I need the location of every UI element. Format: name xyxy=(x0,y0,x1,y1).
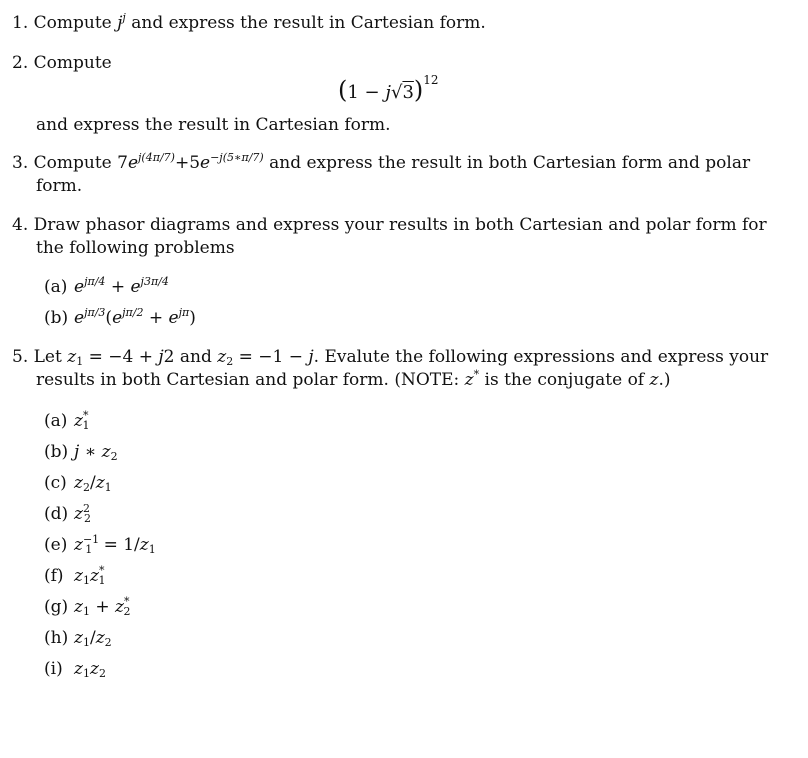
subscript: 2 xyxy=(226,355,234,368)
superscript: * xyxy=(124,595,130,608)
question-number: 2. xyxy=(12,53,29,73)
question-5c xyxy=(44,473,112,493)
open-paren: ( xyxy=(105,308,113,328)
question-5g xyxy=(44,597,131,617)
radicand: 3 xyxy=(402,82,414,103)
plus-sign: + xyxy=(143,308,169,328)
equals-text: = −1 − xyxy=(233,347,309,367)
item-label: (a) xyxy=(44,411,68,431)
j-base: j xyxy=(117,13,123,33)
item-label: (h) xyxy=(44,628,69,648)
question-1-pre: Compute xyxy=(33,13,118,33)
closing-text: .) xyxy=(658,370,671,390)
item-label: (b) xyxy=(44,442,69,462)
exponent-2: −j(5∗π/7) xyxy=(210,151,264,164)
item-label: (b) xyxy=(44,308,69,328)
z-symbol: z xyxy=(101,442,111,462)
e-symbol: e xyxy=(168,308,179,328)
subscript: 2 xyxy=(110,450,118,463)
z-symbol: z xyxy=(89,566,99,586)
exponent: jπ/2 xyxy=(122,306,144,319)
question-4-line-2: the following problems xyxy=(36,238,235,258)
exponent: jπ/4 xyxy=(84,275,106,288)
subscript: 2 xyxy=(123,605,131,618)
close-paren: ) xyxy=(189,308,196,328)
item-label: (a) xyxy=(44,277,68,297)
plus-five: +5 xyxy=(174,153,201,173)
j-symbol: j xyxy=(74,442,80,462)
question-5f xyxy=(44,566,105,586)
subscript: 2 xyxy=(98,667,106,680)
question-5i xyxy=(44,659,106,679)
operator: ∗ xyxy=(79,442,102,462)
question-number: 1. xyxy=(12,13,29,33)
superscript: * xyxy=(82,409,89,422)
question-5-line-2-pre: results in both Cartesian and polar form. (NOTE: xyxy=(36,370,465,390)
z-symbol: z xyxy=(74,473,83,493)
is-the-text: is the conjugate of xyxy=(479,370,650,390)
subscript: 2 xyxy=(104,636,112,649)
z-symbol: z xyxy=(74,535,83,555)
z-symbol: z xyxy=(95,628,105,648)
j-symbol: j xyxy=(158,347,164,367)
item-label: (i) xyxy=(44,659,63,679)
exponent: jπ/3 xyxy=(84,306,106,319)
question-3-line-2: form. xyxy=(36,176,83,196)
z-symbol: z xyxy=(74,504,83,524)
exponent: jπ xyxy=(178,306,190,319)
plus-sign: + xyxy=(89,597,116,617)
z-symbol: z xyxy=(89,659,99,679)
plus-sign: + xyxy=(105,277,131,297)
question-4a xyxy=(44,277,169,297)
question-4-line-1: Draw phasor diagrams and express your results in both Cartesian and polar form for xyxy=(33,215,767,235)
question-1 xyxy=(12,13,486,33)
z-symbol: z xyxy=(95,473,105,493)
close-paren: ) xyxy=(413,76,424,104)
subscript: 1 xyxy=(82,605,90,618)
subscript: 1 xyxy=(82,667,90,680)
question-2 xyxy=(12,53,112,73)
superscript: −1 xyxy=(82,533,100,546)
subscript: 1 xyxy=(82,419,90,432)
question-3-pre: Compute 7 xyxy=(33,153,128,173)
equals-text: = 1/ xyxy=(98,535,140,555)
e-symbol: e xyxy=(112,308,123,328)
question-5e xyxy=(44,535,156,555)
subscript: 1 xyxy=(82,574,90,587)
display-equation xyxy=(338,73,439,104)
z-symbol: z xyxy=(74,597,83,617)
subscript: 1 xyxy=(76,355,84,368)
superscript: 2 xyxy=(82,502,90,515)
subscript: 1 xyxy=(98,574,106,587)
question-5-text: . Evalute the following expressions and express your xyxy=(313,347,769,367)
z-symbol: z xyxy=(74,566,83,586)
z-symbol: z xyxy=(74,659,83,679)
e-symbol: e xyxy=(74,277,85,297)
question-5a xyxy=(44,411,89,431)
subscript: 2 xyxy=(82,481,90,494)
item-label: (e) xyxy=(44,535,68,555)
equation-body: 1 − xyxy=(347,82,386,103)
question-4 xyxy=(12,215,767,235)
subscript: 1 xyxy=(85,543,93,556)
let-text: Let xyxy=(33,347,68,367)
j-symbol: j xyxy=(308,347,314,367)
question-number: 4. xyxy=(12,215,29,235)
item-label: (g) xyxy=(44,597,69,617)
exponent-1: j(4π/7) xyxy=(138,151,175,164)
superscript: * xyxy=(98,564,105,577)
exponent: 12 xyxy=(423,73,439,87)
z-symbol: z xyxy=(67,347,77,367)
question-5 xyxy=(12,347,768,367)
question-2-line-2: and express the result in Cartesian form. xyxy=(36,115,391,135)
two-and-text: 2 and xyxy=(163,347,218,367)
e-symbol: e xyxy=(127,153,139,173)
question-3 xyxy=(12,153,750,173)
z-symbol: z xyxy=(74,411,83,431)
subscript: 1 xyxy=(82,636,90,649)
conjugate-star: * xyxy=(473,368,480,381)
item-label: (c) xyxy=(44,473,67,493)
open-paren: ( xyxy=(338,76,348,104)
question-5b xyxy=(44,442,118,462)
subscript: 1 xyxy=(104,481,112,494)
slash: / xyxy=(89,628,96,648)
question-number: 5. xyxy=(12,347,29,367)
subscript: 1 xyxy=(148,543,156,556)
z-symbol: z xyxy=(115,597,124,617)
question-5d xyxy=(44,504,91,524)
z-symbol: z xyxy=(464,370,474,390)
question-5-line-2 xyxy=(36,370,671,390)
item-label: (f) xyxy=(44,566,64,586)
equals-text: = −4 + xyxy=(83,347,159,367)
j-exponent: j xyxy=(122,11,126,24)
z-symbol: z xyxy=(217,347,227,367)
e-symbol: e xyxy=(74,308,85,328)
z-symbol: z xyxy=(74,628,83,648)
question-number: 3. xyxy=(12,153,29,173)
e-symbol: e xyxy=(130,277,141,297)
question-4b xyxy=(44,308,196,328)
subscript: 2 xyxy=(83,512,91,525)
question-2-line-1: Compute xyxy=(33,53,112,73)
question-3-text: and express the result in both Cartesian form and polar xyxy=(263,153,751,173)
question-1-text: and express the result in Cartesian form. xyxy=(125,13,486,33)
sqrt-symbol: √ xyxy=(390,82,403,103)
e-symbol: e xyxy=(200,153,211,173)
item-label: (d) xyxy=(44,504,69,524)
question-5h xyxy=(44,628,112,648)
j-symbol: j xyxy=(385,82,391,103)
exponent: j3π/4 xyxy=(140,275,169,288)
slash: / xyxy=(89,473,96,493)
z-symbol: z xyxy=(649,370,659,390)
z-symbol: z xyxy=(139,535,149,555)
